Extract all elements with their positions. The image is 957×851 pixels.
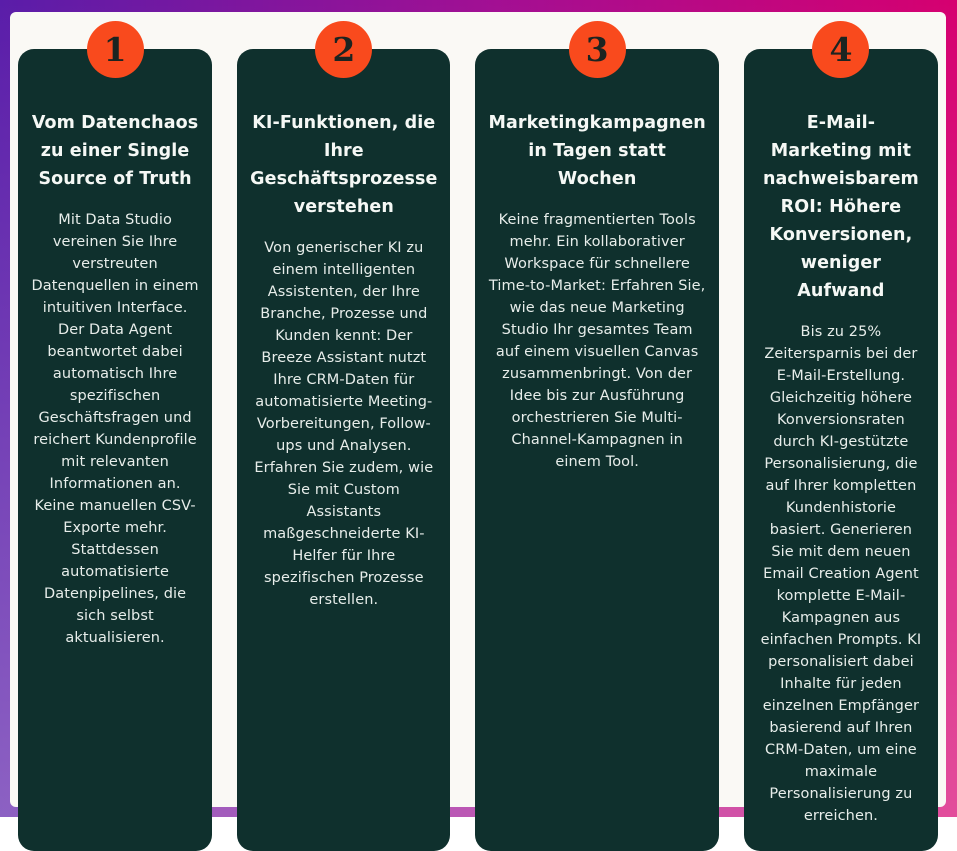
step-column-2 xyxy=(237,21,450,851)
steps-section xyxy=(10,12,946,824)
step-column-1 xyxy=(18,21,212,851)
step-card xyxy=(237,49,450,851)
step-card-body: Bis zu 25% Zeitersparnis bei der E-Mail-Erstellung. Gleichzeitig höhere Konversionsraten durch KI-gestützte Personalisierung, die auf Ihrer kompletten Kundenhistorie basiert. Generieren Sie mit dem neuen Email Creation Agent komplette E-Mail-Kampagnen aus einfachen Prompts. KI personalisiert dabei Inhalte für jeden einzelnen Empfänger basierend auf Ihren CRM-Daten, um eine maximale Personalisierung zu erreichen. xyxy=(760,324,922,824)
step-number-badge xyxy=(315,21,372,78)
step-card-body: Mit Data Studio vereinen Sie Ihre verstreuten Datenquellen in einem intuitiven Interface. Der Data Agent beantwortet dabei automatisch Ihre spezifischen Geschäftsfragen und reichert Kundenprofile mit relevanten Informationen an. Keine manuellen CSV-Exporte mehr. Stattdessen automatisierte Datenpipelines, die sich selbst aktualisieren. xyxy=(31,212,199,646)
step-card-title: Marketingkampagnen in Tagen statt Wochen xyxy=(488,113,706,189)
step-card-body: Von generischer KI zu einem intelligenten Assistenten, der Ihre Branche, Prozesse und Kunden kennt: Der Breeze Assistant nutzt Ihre CRM-Daten für automatisierte Meeting-Vorbereitungen, Follow-ups und Analysen. Erfahren Sie zudem, wie Sie mit Custom Assistants maßgeschneiderte KI-Helfer für Ihre spezifischen Prozesse erstellen. xyxy=(254,240,434,608)
step-card xyxy=(18,49,212,851)
step-column-4 xyxy=(744,21,938,851)
step-column-3 xyxy=(475,21,718,851)
step-card xyxy=(744,49,938,851)
step-number: 2 xyxy=(332,30,356,69)
step-number: 1 xyxy=(103,30,127,69)
step-number-badge xyxy=(812,21,869,78)
step-card-title: KI-Funktionen, die Ihre Geschäftsprozesse verstehen xyxy=(250,113,438,217)
step-card-body: Keine fragmentierten Tools mehr. Ein kollaborativer Workspace für schnellere Time-to-Market: Erfahren Sie, wie das neue Marketing Studio Ihr gesamtes Team auf einem visuellen Canvas zusammenbringt. Von der Idee bis zur Ausführung orchestrieren Sie Multi-Channel-Kampagnen in einem Tool. xyxy=(488,212,706,470)
step-number-badge xyxy=(87,21,144,78)
step-card-title: E-Mail-Marketing mit nachweisbarem ROI: Höhere Konversionen, weniger Aufwand xyxy=(762,113,919,301)
step-number-badge xyxy=(569,21,626,78)
step-number: 3 xyxy=(585,30,609,69)
step-number: 4 xyxy=(829,30,853,69)
step-card xyxy=(475,49,718,851)
step-card-title: Vom Datenchaos zu einer Single Source of Truth xyxy=(31,113,199,189)
